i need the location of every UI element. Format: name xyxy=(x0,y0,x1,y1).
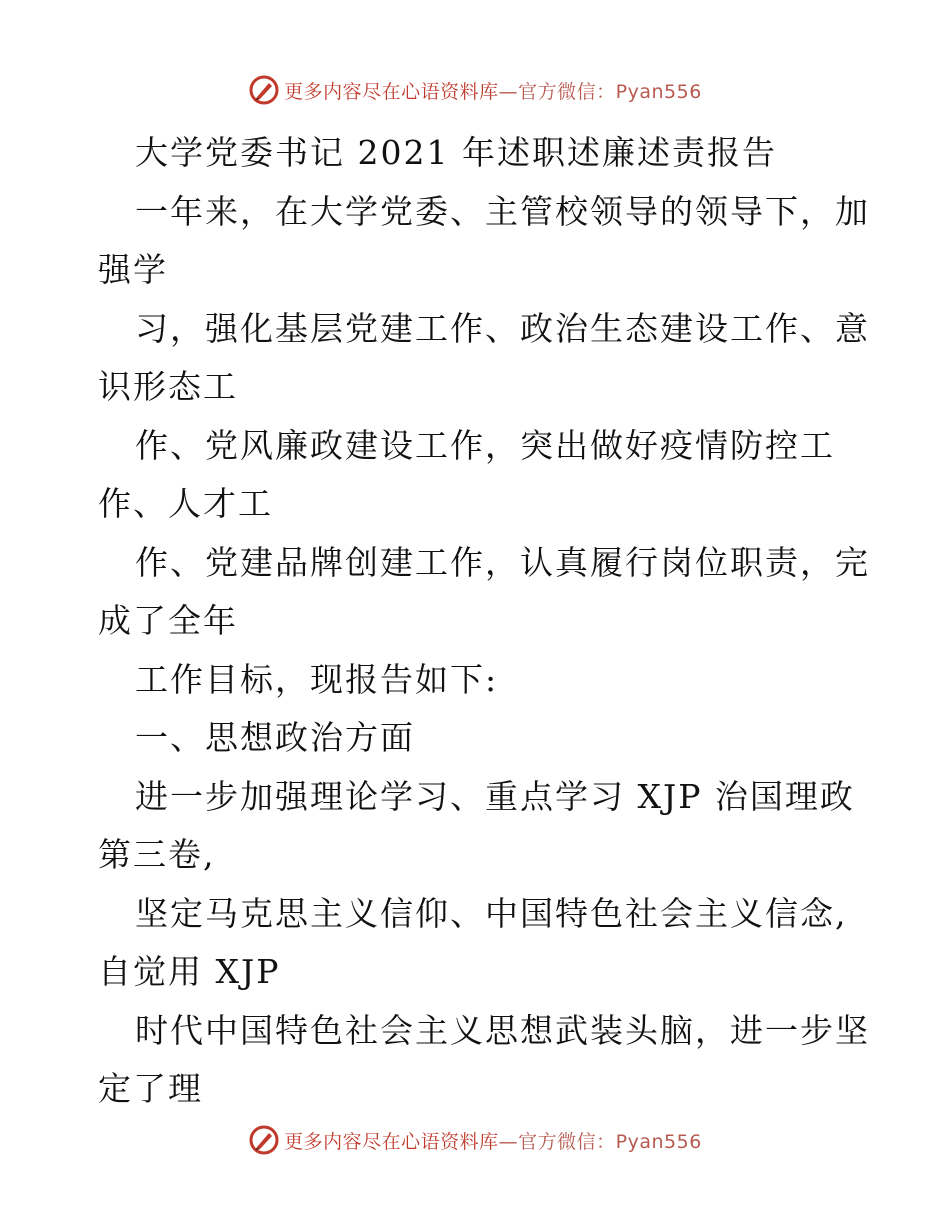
banner-text xyxy=(284,77,702,104)
banner-wechat-text: —官方微信：Pyan556 xyxy=(498,80,702,103)
banner-text xyxy=(284,1127,702,1154)
paragraph-line: 一年来，在大学党委、主管校领导的领导下，加 xyxy=(135,191,870,231)
document-title: 大学党委书记 2021 年述职述廉述责报告 xyxy=(135,133,777,172)
header-banner xyxy=(0,70,950,110)
paragraph-line: 强学 xyxy=(98,250,168,289)
paragraph-line: 坚定马克思主义信仰、中国特色社会主义信念, xyxy=(135,893,848,933)
paragraph-line: 识形态工 xyxy=(98,367,238,406)
paragraph-line: 习，强化基层党建工作、政治生态建设工作、意 xyxy=(135,308,870,348)
footer-banner xyxy=(0,1120,950,1160)
paragraph-line: 作、党建品牌创建工作，认真履行岗位职责，完 xyxy=(135,542,870,582)
paragraph-line: 时代中国特色社会主义思想武装头脑，进一步坚 xyxy=(135,1010,870,1050)
paragraph-line: 作、党风廉政建设工作，突出做好疫情防控工 xyxy=(135,425,835,465)
paragraph-line: 第三卷, xyxy=(98,835,216,874)
paragraph-line: 成了全年 xyxy=(98,601,238,640)
paragraph-line: 工作目标，现报告如下: xyxy=(135,659,499,699)
document-body xyxy=(98,124,870,1119)
section-heading: 一、思想政治方面 xyxy=(135,718,415,757)
pen-logo-icon xyxy=(248,74,280,106)
banner-main-text: 更多内容尽在心语资料库 xyxy=(284,1130,499,1153)
banner-wechat-text: —官方微信：Pyan556 xyxy=(498,1130,702,1153)
paragraph-line: 作、人才工 xyxy=(98,484,273,523)
pen-logo-icon xyxy=(248,1124,280,1156)
paragraph-line: 定了理 xyxy=(98,1069,203,1108)
paragraph-line: 进一步加强理论学习、重点学习 XJP 治国理政 xyxy=(135,776,855,816)
banner-main-text: 更多内容尽在心语资料库 xyxy=(284,80,499,103)
paragraph-line: 自觉用 XJP xyxy=(98,952,281,991)
